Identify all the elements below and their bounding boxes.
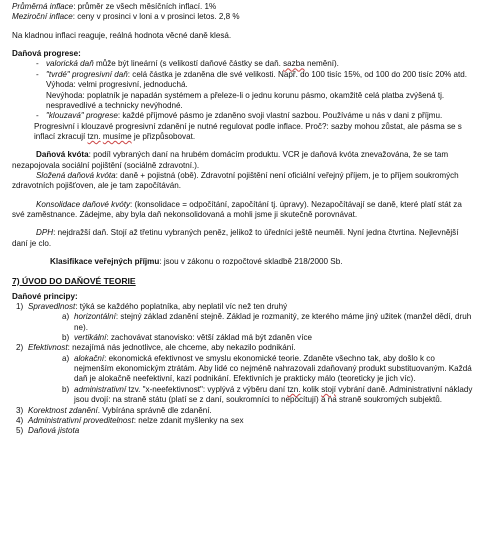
regulace-tzn: tzn. xyxy=(87,131,101,141)
principle-4 xyxy=(12,416,474,426)
nevyhoda-line: Nevýhoda: poplatník je napadán systémem a přeleze-li o jednu korunu pásmo, okamžitě celá platba zvýšená tj. nespravedlivé a technicky nevýhodné. xyxy=(46,90,445,110)
valoricka-sazba: sazba xyxy=(283,59,305,69)
klouzava-text: : každé příjmové pásmo je zdaněno svoji vlastní sazbou. Používáme u nás v dani z příjmu. xyxy=(117,111,443,121)
p2b-stoji: stojí xyxy=(321,384,337,394)
p1b-label: vertikální xyxy=(74,332,107,342)
p2b-text-b: kolik xyxy=(300,384,322,394)
letter-marker: a) xyxy=(62,353,70,363)
principle-2b xyxy=(12,385,474,406)
principle-2 xyxy=(12,343,474,353)
mezirocni-inflace-line xyxy=(12,12,474,22)
tvrde-text: : celá částka je zdaněna dle své velikosti. Např. do 100 tisíc 15%, od 100 do 200 tisíc 20% atd. xyxy=(127,69,468,79)
dash-marker: - xyxy=(36,111,39,121)
prumerna-text: : průměr ze všech měsíčních inflací. 1% xyxy=(73,2,217,11)
p1a-text: : stejný základ zdanění stejně. Základ je rozmanitý, ze kterého máme jiný užitek (manžel dědí, druh ne). xyxy=(74,312,472,332)
dph-label: DPH xyxy=(36,228,54,238)
num-marker: 5) xyxy=(16,426,24,436)
progrese-title: Daňová progrese: xyxy=(12,49,81,59)
principle-2a xyxy=(12,354,474,385)
vyhoda-line: Výhoda: velmi progresivní, jednoduchá. xyxy=(46,80,188,90)
p2b-text-a: tzv. "x-neefektivnost": vyplývá z výběru daní xyxy=(126,384,288,394)
principle-1a xyxy=(12,312,474,333)
p4-label: Administrativní proveditelnost xyxy=(28,415,134,425)
p5-label: Daňová jistota xyxy=(28,426,80,436)
mezirocni-label: Meziroční inflace xyxy=(12,12,73,22)
letter-marker: a) xyxy=(62,312,70,322)
principle-1b xyxy=(12,333,474,343)
principle-1 xyxy=(12,302,474,312)
regulace-paragraph xyxy=(12,122,474,143)
p2b-text-c: vybrání daně. Administrativní náklady jsou dvojí: na straně státu (platí se z daní, soukromníci to nepocítují) a na straně soukromých subjektů. xyxy=(74,384,473,405)
num-marker: 2) xyxy=(16,343,24,353)
p1-label: Spravedlnost xyxy=(28,301,76,311)
regulace-text-c: je přizpůsobovat. xyxy=(131,131,196,141)
slozena-label: Složená daňová kvóta xyxy=(36,171,116,181)
principy-title: Daňové principy: xyxy=(12,291,78,301)
p2b-tzn: tzn. xyxy=(287,384,301,394)
progrese-item-valoricka xyxy=(12,59,474,69)
valoricka-text-a: může být lineární (s velikostí daňové částky se daň. xyxy=(93,59,284,69)
p3-text: . Vybírána správně dle zdanění. xyxy=(97,405,212,415)
dash-marker: - xyxy=(36,69,39,79)
principle-3 xyxy=(12,406,474,416)
konsolidace-text: : (konsolidace = odpočítání, započítání tj. úpravy). Nezapočítávají se daně, které platí stát za své zaměstnance. Zádejme, aby byla daň nekonsolidovaná a mohli jsme ji skutečně porovnávat. xyxy=(12,199,462,220)
konsolidace-label: Konsolidace daňové kvóty xyxy=(36,199,131,209)
p1-text: : týká se každého poplatníka, aby neplatil víc než ten druhý xyxy=(75,301,288,311)
slozena-text: : daně + pojistná (obě). Zdravotní pojištění není oficiální veřejný příjem, je to příjem soukromých zdravotních pojišťoven, ale je tam započítáván. xyxy=(12,171,459,191)
kvota-text: : podíl vybraných daní na hrubém domácím produktu. VCR je daňová kvóta znevažována, že se tam nezapojovala sociální pojištění (sociálně zdravotní.). xyxy=(12,150,449,170)
klouzava-label: "klouzavá" progrese xyxy=(46,111,118,121)
letter-marker: b) xyxy=(62,384,70,394)
progrese-item-klouzava xyxy=(12,111,474,121)
p2b-label: administrativní xyxy=(74,384,127,394)
dph-text: : nejdražší daň. Stojí až třetinu vybraných peněz, jelikož to úředníci ještě neuměli. Nyní jedna čtvrtina. Nejlevnější daní je clo. xyxy=(12,228,459,248)
num-marker: 3) xyxy=(16,405,24,415)
klasifikace-label: Klasifikace veřejných příjmu xyxy=(50,257,160,267)
p2a-label: alokační xyxy=(74,353,105,363)
prumerna-inflace-line xyxy=(12,2,474,12)
p2-text: : nezajímá nás jednotlivce, ale chceme, aby nekazilo podnikání. xyxy=(67,343,296,353)
regulace-musime: musíme xyxy=(102,131,132,141)
p1b-text: : zachovávat stanovisko: větší základ má být zdaněn více xyxy=(106,332,312,342)
p2a-text: : ekonomická efektivnost ve smyslu ekonomické teorie. Zdaněte všechno tak, aby došlo k co nejmenším ekonomickým ztrátám. Aby lidé co nejméně nahrazovali zdaňovaný produkt substituovaným. Každá daň je alokačně neefektivní, kazí podnikání. Efektivních je prakticky málo (teoreticky je jich víc). xyxy=(74,353,472,384)
prumerna-label: Průměrná inflace xyxy=(12,2,74,11)
principle-5 xyxy=(12,426,474,436)
slozena-kvota-paragraph xyxy=(12,171,474,192)
klasifikace-line xyxy=(12,257,474,267)
valoricka-label: valorická daň xyxy=(46,59,94,69)
dash-marker: - xyxy=(36,59,39,69)
p1a-label: horizontální xyxy=(74,312,116,322)
tvrde-label: "tvrdé" progresivní daň xyxy=(46,69,128,79)
valoricka-text-b: nemění). xyxy=(304,59,339,69)
kvota-paragraph xyxy=(12,150,474,171)
num-marker: 1) xyxy=(16,301,24,311)
progrese-item-tvrde xyxy=(12,70,474,80)
klasifikace-text: : jsou v zákonu o rozpočtové skladbě 218/2000 Sb. xyxy=(159,257,343,267)
dph-paragraph xyxy=(12,228,474,249)
num-marker: 4) xyxy=(16,415,24,425)
p2-label: Efektivnost xyxy=(28,343,68,353)
p3-label: Korektnost zdanění xyxy=(28,405,98,415)
kvota-label: Daňová kvóta xyxy=(36,150,89,160)
inflation-reaction: Na kladnou inflaci reaguje, reálná hodnota věcné daně klesá. xyxy=(12,30,232,40)
regulace-text-a: Progresivní i klouzavé progresivní zdanění je nutné regulovat podle inflace. Proč?: sazby mohou zůstat, ale pásma se s inflací zkracují xyxy=(34,121,462,141)
section-heading: 7) ÚVOD DO DAŇOVÉ TEORIE xyxy=(12,275,136,286)
p4-text: : nelze zdanit myšlenky na sex xyxy=(133,415,244,425)
letter-marker: b) xyxy=(62,332,70,342)
konsolidace-paragraph xyxy=(12,200,474,221)
mezirocni-text: : ceny v prosinci v loni a v prosinci letos. 2,8 % xyxy=(72,12,240,22)
